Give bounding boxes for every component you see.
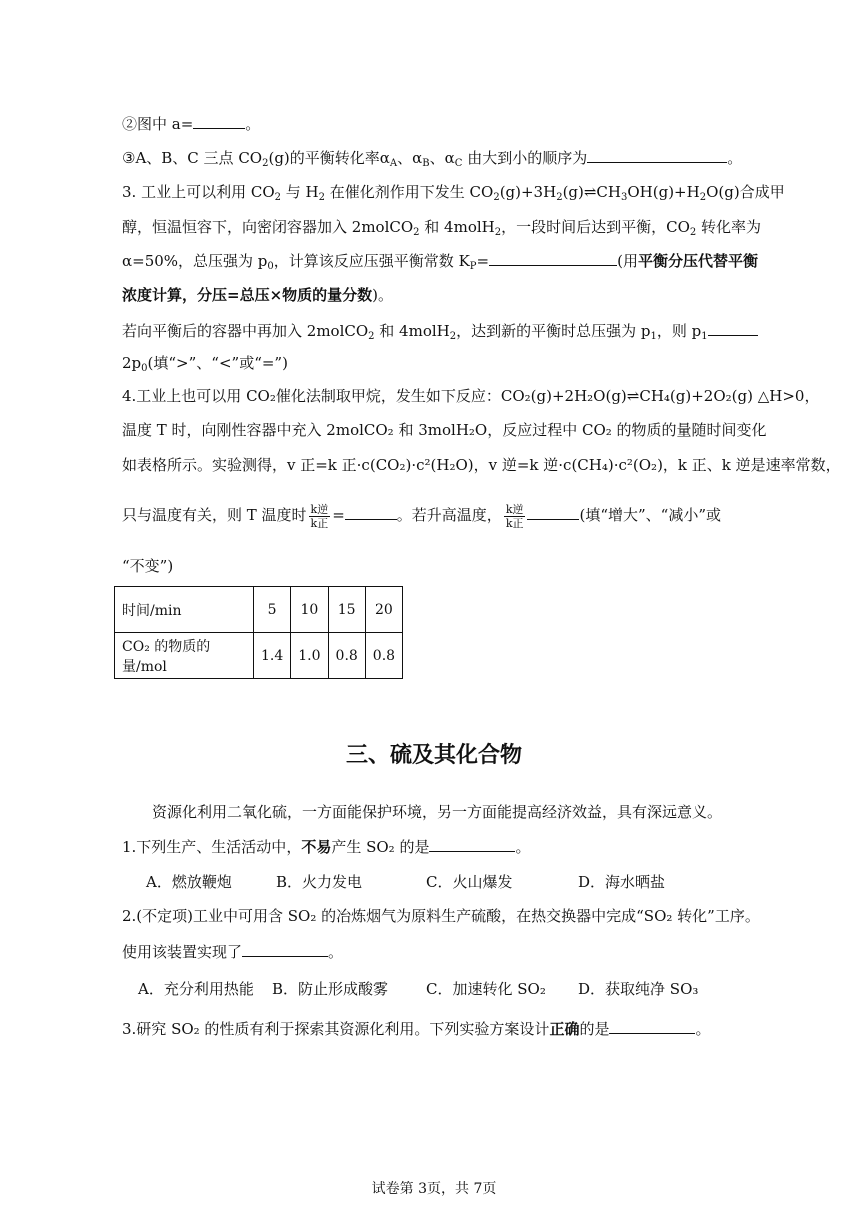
table-row xyxy=(115,633,403,679)
t: 只与温度有关，则 T 温度时 xyxy=(122,506,307,524)
answer-blank[interactable] xyxy=(527,504,579,520)
co2-table xyxy=(114,586,403,679)
t: (填“增大”、“减小”或 xyxy=(579,506,722,524)
table-row xyxy=(115,587,403,633)
p3-line3: α=50%，总压强为 $p_0$，计算该反应压强平衡常数 $K_P=$ (用平衡分压代替平衡 xyxy=(122,252,758,272)
page-footer: 试卷第 3页，共 7页 xyxy=(371,1181,497,1197)
answer-blank[interactable] xyxy=(587,147,727,163)
t: (g)+3H xyxy=(499,183,557,201)
t: 转化率为 xyxy=(696,218,762,236)
s2-option-b[interactable]: B．防止形成酸雾 xyxy=(272,980,389,998)
bold-text: 正确 xyxy=(549,1020,580,1038)
q3-text: ③A、B、C 三点 CO xyxy=(122,149,263,167)
p4-line5: “不变”) xyxy=(122,557,174,575)
t: 若向平衡后的容器中再加入 2molCO xyxy=(122,322,369,340)
t: (用 xyxy=(617,252,638,270)
t: 。 xyxy=(328,943,344,961)
t: 。若升高温度， xyxy=(396,506,502,524)
s3-line xyxy=(122,1018,710,1039)
t: 3. 工业上可以利用 CO xyxy=(122,183,275,201)
q2-text: ②图中 a= xyxy=(122,115,194,133)
s1-option-c[interactable]: C．火山爆发 xyxy=(426,873,513,891)
p3-line1: 3. 工业上可以利用 $CO_2$ 与 $H_2$ 在催化剂作用下发生 $CO_2(g)+3H_2(g)\rightleftharpoons CH_3OH(g)+H_2O(g)$合成甲 xyxy=(122,183,785,203)
s1-option-a[interactable]: A．燃放鞭炮 xyxy=(146,873,232,891)
s1-option-d[interactable]: D．海水晒盐 xyxy=(578,873,666,891)
p3-line2: 醇，恒温恒容下，向密闭容器加入 2molCO$_2$ 和 4molH$_2$，一段时间后达到平衡，$CO_2$ 转化率为 xyxy=(122,218,762,238)
s2-line2 xyxy=(122,941,343,962)
answer-blank[interactable] xyxy=(609,1018,695,1034)
t: ，一段时间后达到平衡，CO xyxy=(501,218,690,236)
t: 2p xyxy=(122,354,142,372)
p4-line3: 如表格所示。实验测得，v 正=k 正·c(CO₂)·c²(H₂O)，v 逆=k 逆·c(CH₄)·c²(O₂)，k 正、k 逆是速率常数， xyxy=(122,456,841,474)
t: 醇，恒温恒容下，向密闭容器加入 2molCO xyxy=(122,218,414,236)
t: = xyxy=(332,506,345,524)
t: 1.下列生产、生活活动中， xyxy=(122,838,302,856)
p4-line4 xyxy=(122,500,721,530)
t: α=50%，总压强为 p xyxy=(122,252,268,270)
t: ，则 p xyxy=(656,322,702,340)
answer-blank[interactable] xyxy=(242,941,328,957)
t: 使用该装置实现了 xyxy=(122,943,243,961)
t: (g)⇌CH xyxy=(562,183,621,201)
frac-num: k逆 xyxy=(505,502,524,516)
table-cell: 5 xyxy=(254,587,291,633)
t: 产生 SO₂ 的是 xyxy=(331,838,430,856)
t: = xyxy=(476,252,490,270)
t: O(g)合成甲 xyxy=(706,183,785,201)
q3-text-tail: 由大到小的顺序为 xyxy=(467,149,588,167)
rate-fraction xyxy=(504,503,526,530)
s2-option-c[interactable]: C．加速转化 SO₂ xyxy=(426,980,546,998)
bold-text: 不易 xyxy=(301,838,332,856)
s2-option-d[interactable]: D．获取纯净 SO₃ xyxy=(578,980,699,998)
p4-line1: 4.工业上也可以用 CO₂催化法制取甲烷，发生如下反应：CO₂(g)+2H₂O(g)⇌CH₄(g)+2O₂(g) △H>0， xyxy=(122,387,820,405)
t: 。 xyxy=(695,1020,711,1038)
t: ，达到新的平衡时总压强为 p xyxy=(456,322,651,340)
answer-blank[interactable] xyxy=(429,836,515,852)
t: )。 xyxy=(372,286,393,304)
answer-blank[interactable] xyxy=(708,320,758,336)
frac-num: k逆 xyxy=(310,502,329,516)
table-cell: 10 xyxy=(291,587,328,633)
t: 的是 xyxy=(579,1020,610,1038)
table-cell: 1.0 xyxy=(291,633,328,679)
t: ，计算该反应压强平衡常数 K xyxy=(273,252,470,270)
t: 和 4molH xyxy=(419,218,495,236)
q2-line: ②图中 a= 。 xyxy=(122,115,261,133)
answer-blank[interactable] xyxy=(345,504,397,520)
table-cell: 1.4 xyxy=(254,633,291,679)
frac-den: k正 xyxy=(505,516,524,530)
q3-line: ③A、B、C 三点 $CO_2(g)$的平衡转化率$\alpha_A$、$\alpha_B$、$\alpha_C$ 由大到小的顺序为 。 xyxy=(122,149,743,169)
s1-option-b[interactable]: B．火力发电 xyxy=(276,873,363,891)
s2-option-a[interactable]: A．充分利用热能 xyxy=(138,980,254,998)
s1-line xyxy=(122,836,530,857)
q3-text-mid: (g)的平衡转化率α xyxy=(268,149,390,167)
t: 与 H xyxy=(281,183,319,201)
t: 。 xyxy=(515,838,531,856)
table-header: 时间/min xyxy=(115,587,254,633)
table-cell: 0.8 xyxy=(365,633,402,679)
t: OH(g)+H xyxy=(627,183,700,201)
s2-line1: 2.(不定项)工业中可用含 SO₂ 的冶炼烟气为原料生产硫酸，在热交换器中完成“SO₂ 转化”工序。 xyxy=(122,907,760,925)
kp-answer-blank[interactable] xyxy=(489,250,617,266)
intro-line: 资源化利用二氧化硫，一方面能保护环境，另一方面能提高经济效益，具有深远意义。 xyxy=(152,803,723,821)
t: (填“>”、“<”或“=”) xyxy=(147,354,288,372)
p3-line5: 若向平衡后的容器中再加入 2molCO$_2$ 和 4molH$_2$，达到新的平衡时总压强为 $p_1$，则 $p_1$ xyxy=(122,320,758,347)
bold-text: 浓度计算，分压=总压×物质的量分数 xyxy=(122,286,373,304)
table-header: CO₂ 的物质的量/mol xyxy=(115,633,254,679)
t: 3.研究 SO₂ 的性质有利于探索其资源化利用。下列实验方案设计 xyxy=(122,1020,550,1038)
answer-blank[interactable] xyxy=(193,113,245,129)
bold-text: 平衡分压代替平衡 xyxy=(637,252,758,270)
section-title: 三、硫及其化合物 xyxy=(345,743,522,768)
frac-den: k正 xyxy=(310,516,329,530)
p3-line6: $2p_0$(填“>”、“<”或“=”) xyxy=(122,354,288,374)
table-cell: 0.8 xyxy=(328,633,365,679)
rate-fraction xyxy=(309,503,331,530)
t: 在催化剂作用下发生 CO xyxy=(325,183,494,201)
table-cell: 15 xyxy=(328,587,365,633)
p4-line2: 温度 T 时，向刚性容器中充入 2molCO₂ 和 3molH₂O，反应过程中 CO₂ 的物质的量随时间变化 xyxy=(122,421,767,439)
table-cell: 20 xyxy=(365,587,402,633)
p3-line4 xyxy=(122,285,393,305)
t: 和 4molH xyxy=(374,322,450,340)
